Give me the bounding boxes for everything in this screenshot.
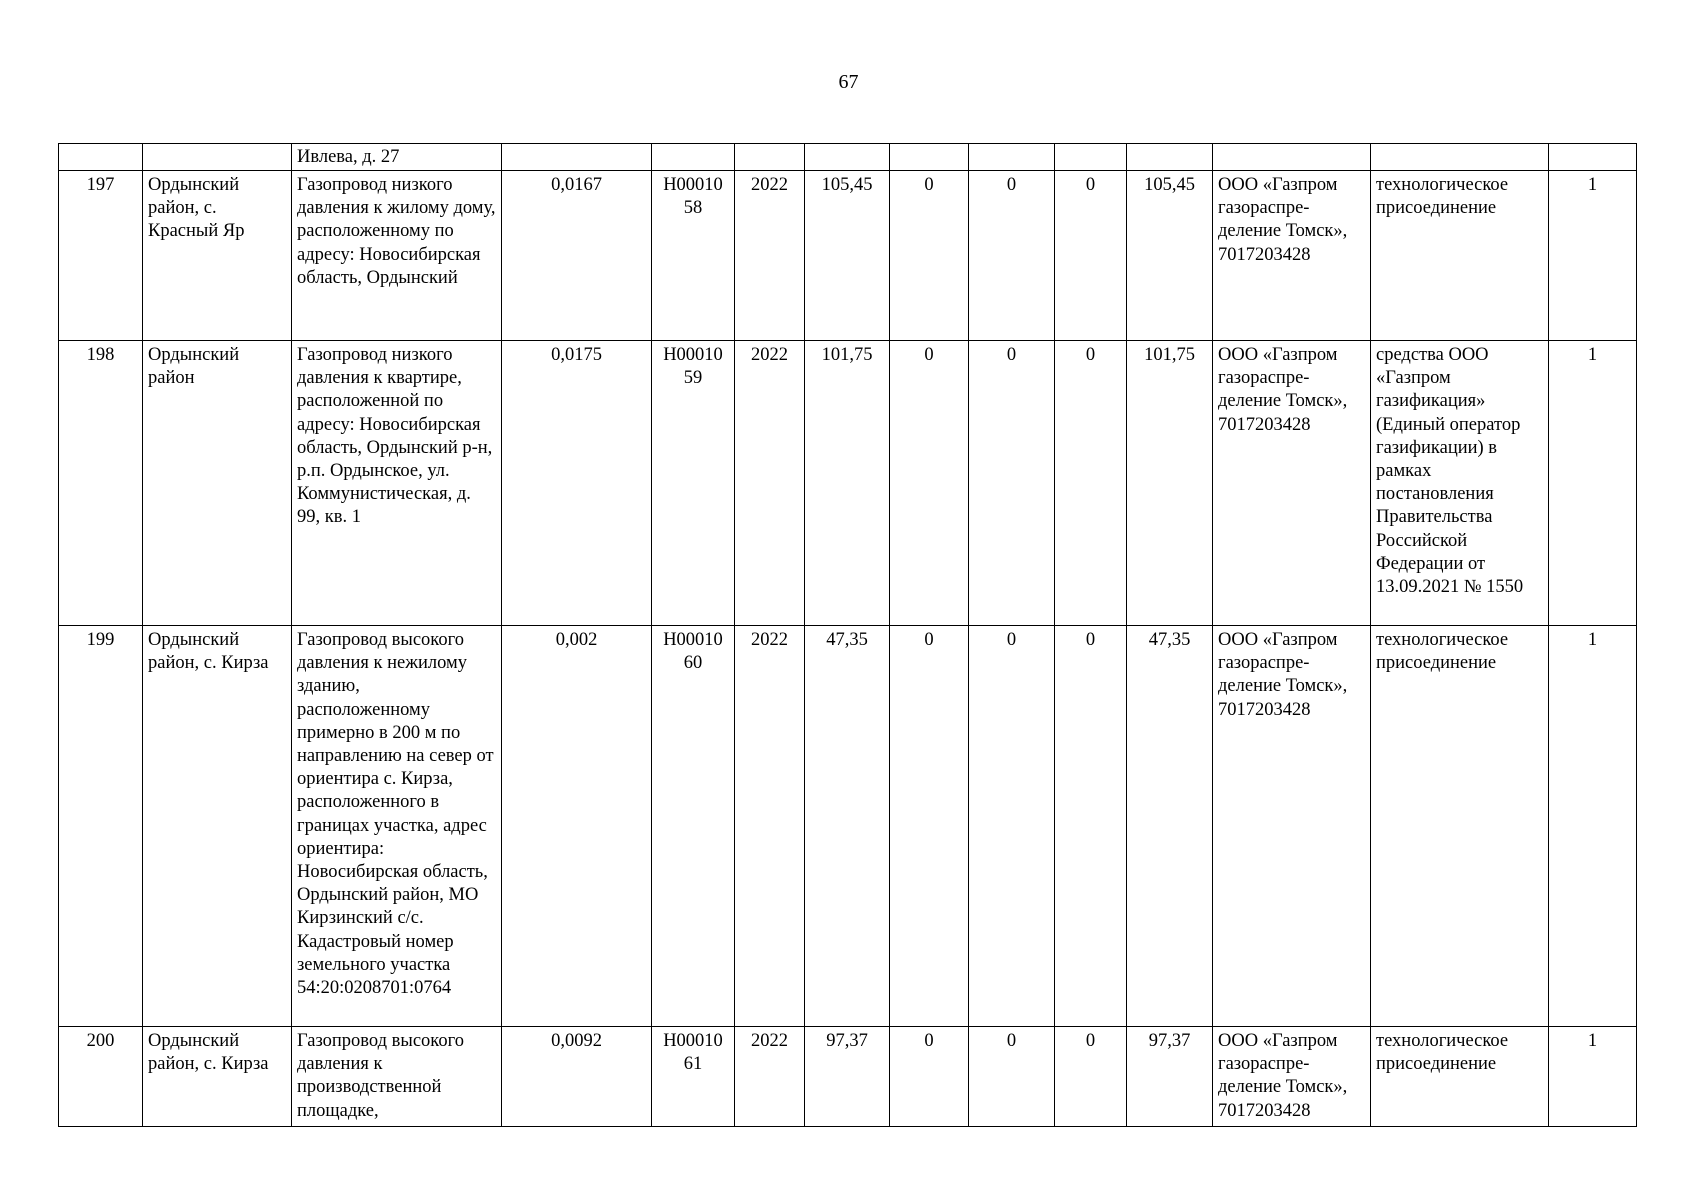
cell-total	[1127, 144, 1213, 171]
cell-district: Ордынский район, с. Кирза	[143, 1027, 292, 1127]
cell-v3: 0	[1055, 626, 1127, 1027]
table-row	[59, 171, 1637, 341]
cell-no: 197	[59, 171, 143, 341]
cell-v2: 0	[969, 341, 1055, 626]
cell-no: 198	[59, 341, 143, 626]
cell-length: 0,0092	[502, 1027, 652, 1127]
cell-v2	[969, 144, 1055, 171]
cell-owner: ООО «Газпром газораспре- деление Томск», 7017203428	[1213, 1027, 1371, 1127]
cell-v1: 0	[890, 341, 969, 626]
cell-total: 97,37	[1127, 1027, 1213, 1127]
cell-inventory: Н00010 58	[652, 171, 735, 341]
cell-v3: 0	[1055, 171, 1127, 341]
cell-district	[143, 144, 292, 171]
table-row	[59, 1027, 1637, 1127]
cell-description: Газопровод высокого давления к нежилому зданию, расположенному примерно в 200 м по направлению на север от ориентира с. Кирза, расположенного в границах участка, адрес ориентира: Новосибирская область, Ордынский район, МО Кирзинский с/с. Кадастровый номер земельного участка 54:20:0208701:0764	[292, 626, 502, 1027]
cell-cost: 101,75	[805, 341, 890, 626]
cell-v3: 0	[1055, 341, 1127, 626]
cell-v1: 0	[890, 1027, 969, 1127]
cell-source: технологическое присоединение	[1371, 171, 1549, 341]
cell-inventory: Н00010 61	[652, 1027, 735, 1127]
cell-owner: ООО «Газпром газораспре- деление Томск», 7017203428	[1213, 626, 1371, 1027]
cell-no: 199	[59, 626, 143, 1027]
cell-year: 2022	[735, 1027, 805, 1127]
cell-v1: 0	[890, 626, 969, 1027]
cell-count	[1549, 144, 1637, 171]
cell-cost: 105,45	[805, 171, 890, 341]
cell-inventory: Н00010 59	[652, 341, 735, 626]
registry-table	[58, 143, 1637, 1127]
cell-total: 105,45	[1127, 171, 1213, 341]
cell-length: 0,0167	[502, 171, 652, 341]
cell-year: 2022	[735, 171, 805, 341]
cell-no	[59, 144, 143, 171]
cell-year: 2022	[735, 626, 805, 1027]
cell-source	[1371, 144, 1549, 171]
cell-description: Ивлева, д. 27	[292, 144, 502, 171]
cell-district: Ордынский район, с. Кирза	[143, 626, 292, 1027]
cell-v3: 0	[1055, 1027, 1127, 1127]
cell-total: 101,75	[1127, 341, 1213, 626]
cell-cost	[805, 144, 890, 171]
cell-year: 2022	[735, 341, 805, 626]
table-row	[59, 626, 1637, 1027]
cell-count: 1	[1549, 1027, 1637, 1127]
cell-v3	[1055, 144, 1127, 171]
cell-length: 0,0175	[502, 341, 652, 626]
cell-v2: 0	[969, 626, 1055, 1027]
cell-no: 200	[59, 1027, 143, 1127]
cell-count: 1	[1549, 171, 1637, 341]
cell-v1: 0	[890, 171, 969, 341]
cell-total: 47,35	[1127, 626, 1213, 1027]
table-row	[59, 341, 1637, 626]
cell-description: Газопровод высокого давления к производственной площадке,	[292, 1027, 502, 1127]
cell-owner: ООО «Газпром газораспре- деление Томск», 7017203428	[1213, 341, 1371, 626]
cell-count: 1	[1549, 341, 1637, 626]
cell-district: Ордынский район, с. Красный Яр	[143, 171, 292, 341]
cell-source: технологическое присоединение	[1371, 1027, 1549, 1127]
cell-length	[502, 144, 652, 171]
cell-source: технологическое присоединение	[1371, 626, 1549, 1027]
cell-owner: ООО «Газпром газораспре- деление Томск», 7017203428	[1213, 171, 1371, 341]
cell-cost: 47,35	[805, 626, 890, 1027]
page-number: 67	[838, 71, 859, 93]
cell-year	[735, 144, 805, 171]
cell-district: Ордынский район	[143, 341, 292, 626]
cell-source: средства ООО «Газпром газификация» (Единый оператор газификации) в рамках постановления Правительства Российской Федерации от 13.09.2021 № 1550	[1371, 341, 1549, 626]
cell-v1	[890, 144, 969, 171]
cell-v2: 0	[969, 1027, 1055, 1127]
cell-owner	[1213, 144, 1371, 171]
cell-length: 0,002	[502, 626, 652, 1027]
cell-description: Газопровод низкого давления к квартире, расположенной по адресу: Новосибирская область, Ордынский р-н, р.п. Ордынское, ул. Коммунистическая, д. 99, кв. 1	[292, 341, 502, 626]
cell-inventory: Н00010 60	[652, 626, 735, 1027]
cell-count: 1	[1549, 626, 1637, 1027]
cell-cost: 97,37	[805, 1027, 890, 1127]
cell-inventory	[652, 144, 735, 171]
cell-description: Газопровод низкого давления к жилому дому, расположенному по адресу: Новосибирская область, Ордынский	[292, 171, 502, 341]
cell-v2: 0	[969, 171, 1055, 341]
table-row-continuation	[59, 144, 1637, 171]
